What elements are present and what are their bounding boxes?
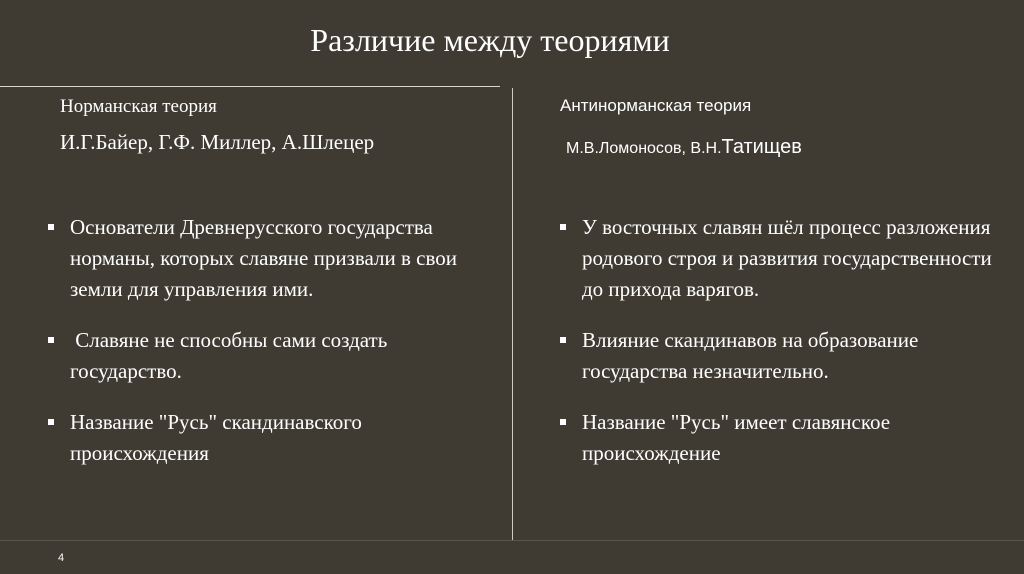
- bullet-icon: [560, 337, 566, 343]
- norman-theory-points: [48, 212, 488, 489]
- anti-norman-theory-heading: Антинорманская теория: [560, 96, 752, 115]
- bullet-icon: [48, 419, 54, 425]
- list-item: У восточных славян шёл процесс разложения родового строя и развития государственности до прихода варягов.: [560, 212, 1000, 305]
- footer-divider: [0, 540, 1024, 541]
- bullet-icon: [48, 224, 54, 230]
- slide-title: Различие между теориями: [310, 22, 670, 58]
- norman-theory-authors: И.Г.Байер, Г.Ф. Миллер, А.Шлецер: [60, 130, 375, 154]
- anti-norman-theory-column: [560, 96, 1000, 465]
- list-item: Славяне не способны сами создать государство.: [48, 325, 488, 387]
- norman-theory-heading: Норманская теория: [60, 96, 217, 117]
- list-item: Основатели Древнерусского государства норманы, которых славяне призвали в свои земли для управления ими.: [48, 212, 488, 305]
- bullet-icon: [560, 224, 566, 230]
- norman-theory-column: [48, 96, 488, 465]
- title-divider: [0, 86, 500, 87]
- list-item: Влияние скандинавов на образование государства незначительно.: [560, 325, 1000, 387]
- column-divider: [512, 88, 513, 540]
- list-item: Название "Русь" имеет славянское происхождение: [560, 407, 1000, 469]
- anti-norman-theory-authors: М.В.Ломоносов, В.Н.Татищев: [566, 136, 802, 158]
- page-number: 4: [58, 552, 65, 564]
- anti-norman-theory-points: [560, 212, 1000, 489]
- bullet-icon: [560, 419, 566, 425]
- bullet-icon: [48, 337, 54, 343]
- list-item: Название "Русь" скандинавского происхождения: [48, 407, 488, 469]
